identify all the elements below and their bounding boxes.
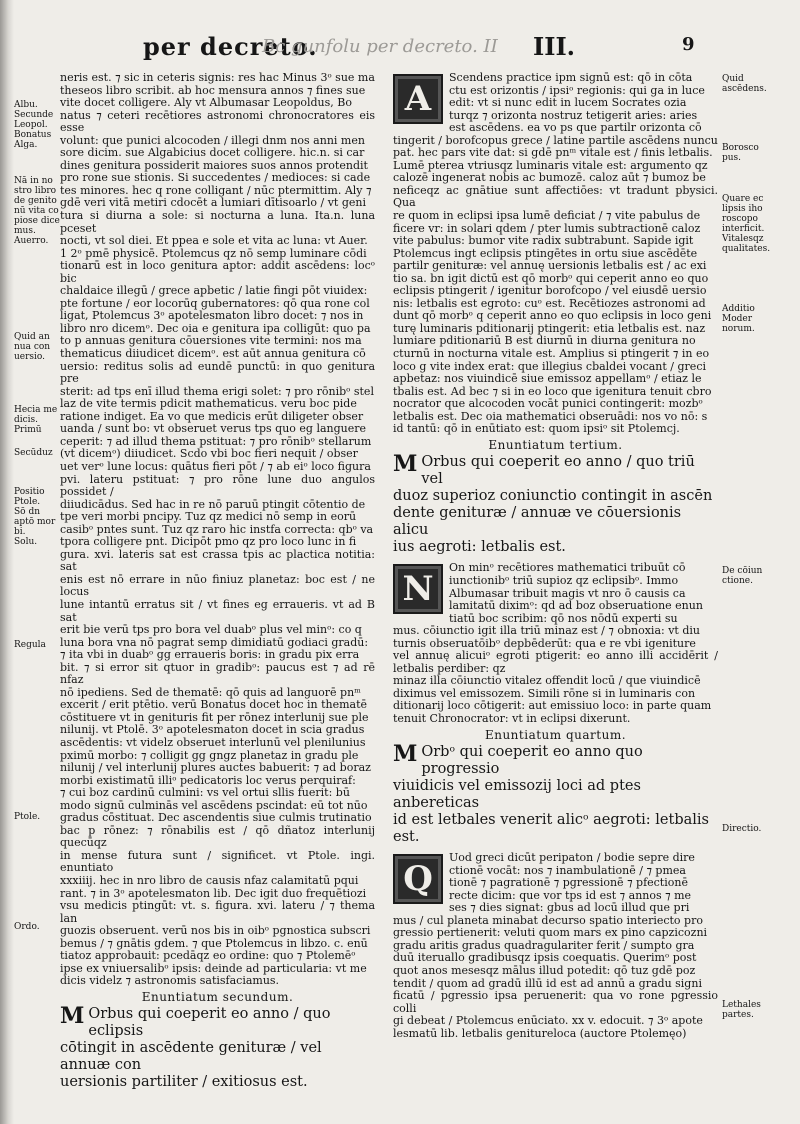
decorated-initial-q: Q	[393, 854, 443, 904]
margin-note: Ptole.	[14, 812, 41, 822]
signature-mark: 9	[682, 34, 695, 55]
decorated-initial-a: A	[393, 74, 443, 124]
heading-enuntiatum-quartum: Enuntiatum quartum.	[484, 727, 627, 742]
enuntiatum-quartum-text: M Orbᵒ qui coeperit eo anno quo progressio viuidicis vel emissozij loci ad ptes anbereticas id est letbales venerit alicᵒ aegroti: letbalis est.	[393, 741, 709, 846]
margin-note: Secūduz	[14, 448, 53, 458]
margin-note: Lethales partes.	[722, 1000, 761, 1020]
right-paragraph-1: Scendens practice ipm signū est: qō in cōta ctu est orizontis / ipsiᵒ regionis: qui ga in luce edit: vt si nunc edit in lucem Socrates ozia turqz ⁊ orizonta nostruz tetigerit aries: aries est ascēdens. ea vo ps que partilr orizonta cō tingerit / borofcopus grece / latine partile ascēdens nuncu pat. hec pars vite dat: si gdē pnᵐ vitale est / finis letbalis. Lumē pterea vtriusqz luminaris vitale est: argumento qz calozē ingenerat nobis ac bumozē. caloz aūt ⁊ bumoz be neficeqz ac gnātiue sunt affectiōes: vt tradunt pbysici. Qua re quom in eclipsi ipsa lumē deficiat / ⁊ vite pabulus de ficere vr: in solari qdem / pter lumis subtractionē caloz vite pabulus: bumor vite radix subtrabunt. Sapide igit Ptolemcus ingt eclipsis ptingētes in ortu siue ascēdēte partilr genituræ: vel annuę uersionis letbalis est / ac exi tio sa. bn igit dictū est qō morbᵒ qui ceperit anno eo quo eclipsis ptingerit / igenitur borofcopo / vel eiusdē uersio nis: letbalis est egroto: cuᵒ est. Recētiozes astronomi ad dunt qō morbᵒ q ceperit anno eo quo eclipsis in loco geni turę luminaris pditionarij ptingerit: etia letbalis est. naz lumiare pditionariū B est diurnū in diurna genitura no cturnū in nocturna vitale est. Amplius si ptingerit ⁊ in eo loco g vite index erat: que illegius cbaldei vocant / greci apbetaz: nos viuindicē siue emissoz appellamᵒ / etiaz le tbalis est. Ad bec ⁊ si in eo loco que igenitura tenuit cbro nocrator que alcocoden vocāt punici contingerit: mozbᵒ letbalis est. Dec oia mathematici obseruādi: nos vo nō: s id tantū: qō in enūtiato est: quom ipsiᵒ sit Ptolemcj.	[393, 71, 718, 436]
enuntiatum-initial: M	[60, 1003, 85, 1030]
right-paragraph-3: Uod greci dicūt peripaton / bodie sepre dire ctionē vocāt: nos ⁊ inambulationē / ⁊ pmea tionē ⁊ pagrationē ⁊ pgressionē ⁊ pfectionē recte dicim: que vor tps id est ⁊ annos ⁊ me ses ⁊ dies signat: gbus ad locū illud que pri mus / cul planeta minabat decurso spatio interiecto pro gressio pertienerit: veluti quom mars ex pino capzicozni gradu aritis gradus quadragulariter ferit / sumpto gra duū iteruallo gradibusqz ipsis coequatis. Querimᵒ post quot anos mesesqz mālus illud potedit: qō tuz gdē poz tendit / quom ad gradū illū id est ad annū a gradu signi ficatū / pgressio ipsa peruenerit: qua vo rone pgressio colli gi debeat / Ptolemcus enūciato. xx v. edocuit. ⁊ 3ᵒ apote lesmatū lib. letbalis genitureloca (auctore Ptolemęo)	[393, 851, 718, 1040]
enuntiatum-secundum-text: M Orbus qui coeperit eo anno / quo eclipsis cōtingit in ascēdente genituræ / vel annuæ con uersionis partiliter / exitiosus est.	[60, 1003, 331, 1091]
left-text-column	[60, 72, 375, 1097]
margin-note: Hecia me dicis. Primū	[14, 405, 58, 435]
margin-note: Quid an nua con uersio.	[14, 332, 51, 362]
left-paragraph-1: neris est. ⁊ sic in ceteris signis: res hac Minus 3ᵒ sue ma theseos libro scribit. ab hoc mensura annos ⁊ fines sue vite docet colligere. Aly vt Albumasar Leopoldus, Bo natus ⁊ ceteri recētiores astronomi chronocratores eis esse volunt: que punici alcocoden / illegi dnm nos anni men sore dicim. sue Algabicius docet colligere. hic.n. si car dines genitura possiderit maiores suos annos protendit pro rone sue stionis. Si succedentes / medioces: si cade tes minores. hec q rone colligant / nūc ptermittim. Aly ⁊ gdē veri vitā metiri cdocēt a lumiari dītisoarlo / vt geni tura si diurna a sole: si nocturna a luna. Ita.n. luna pceset nocti, vt sol diei. Et ppea e sole et vita ac luna: vt Auer. 1 2ᵒ pmē physicē. Ptolemcus qz nō semp luminare cōdi tionarū est in loco genitura aptor: addit ascēdens: locᵒ bic chaldaice illegū / grece apbetic / latie fingi pōt viuidex: pte fortune / eor locorūq gubernatores: qō qua rone col ligat, Ptolemcus 3ᵒ apotelesmaton libro docet: ⁊ nos in libro nro dicemᵒ. Dec oia e genitura ipa colligūt: quo pa to p annuas genitura cōuersiones vite termini: nos ma thematicus diiudicet dicemᵒ. est aūt annua genitura cō uersio: reditus solis ad eundē punctū: in quo genitura pre sterit: ad tps enī illud thema erigi solet: ⁊ pro rōnibᵒ stel laz de vite termis pdicit mathematicus. veru boc pide ratione indiget. Ea vo que medicis erūt diligeter obser uanda / sunt bo: vt obseruet verus tps quo eg languere ceperit: ⁊ ad illud thema pstituat: ⁊ pro rōnibᵒ stellarum (vt dicemᵒ) diiudicet. Scdo vbi boc fieri nequit / obser uet verᵒ lune locus: quātus fieri pōt / ⁊ ab eiᵒ loco figura pvi. lateru pstituat: ⁊ pro rōne lune duo angulos possidet / diiudicādus. Sed hac in re nō paruū ptingit cōtentio de tpe veri morbi pncipy. Tuz qz medici nō semp in eorū casibᵒ pntes sunt. Tuz qz raro hic instfa correcta: qbᵒ va tpora colligere pnt. Dicipōt pmo qz pro loco lunc in fi gura. xvi. lateris sat est crassa tpis ac plactica notitia: sat enis est nō errare in nūo finiuz planetaz: boc est / ne locus lune intantū erratus sit / vt fines eg erraueris. vt ad B sat erit bie verū tps pro bora vel duabᵒ plus vel minᵒ: co q luna bora vna nō pagrat semp dimidiatū godiaci gradū: ⁊ ita vbi in duabᵒ gg erraueris boris: in gradu pix erra bit. ⁊ si error sit qtuor in gradibᵒ: paucus est ⁊ ad rē nfaz nō ipediens. Sed de thematē: qō quis ad languorē pnᵐ excerit / erit ptētio. verū Bonatus docet hoc in thematē cōstituere vt in genituris fit per rōnez interlunij sue ple nilunij. vt Ptolē. 3ᵒ apotelesmaton docet in scia gradus ascēdentis: vt videlz obseruet interlunū vel plenilunius pximū morbo: ⁊ colligit gg gngz planetaz in gradu ple nilunij / vel interlunij plures auctes babuerit: ⁊ ad boraz morbi existimatū illiᵒ pedicatoris loc verus perquiraf: ⁊ cui boz cardinū culmini: vs vel ortui sllis fuerit: bū modo signū culminās vel ascēdens pscindat: eū tot nūo gradus cōstituat. Dec ascendentis siue culmis trutinatio bac p rōnez: ⁊ rōnabilis est / qō dñatoz interlunij quecūqz in mense futura sunt / significet. vt Ptole. ingi. enuntiato xxxiiij. hec in nro libro de causis nfaz calamitatū pqui rant. ⁊ in 3ᵒ apotelesmaton lib. Dec igit duo frequētiozi vsu medicis ptingūt: vt. s. figura. xvi. lateru / ⁊ thema lan guozis obseruent. verū nos bis in oibᵒ pgnostica subscri bemus / ⁊ gnātis gdem. ⁊ que Ptolemcus in libzo. c. enū tiatoz approbauit: pcedāqz eo ordine: quo ⁊ Ptolemēᵒ ipse ex vniuersalibᵒ ipsis: deinde ad particularia: vt me dicis videlz ⁊ astronomis satisfaciamus.	[60, 71, 375, 988]
margin-note: De cōiun ctione.	[722, 566, 763, 586]
decorated-initial-n: N	[393, 564, 443, 614]
enuntiatum-tertium-text: M Orbus qui coeperit eo anno / quo triū vel duoz superioz coniunctio contingit in ascēn dente genituræ / annuæ ve cōuersionis alicu ius aegroti: letbalis est.	[393, 451, 713, 556]
margin-note: Positio Ptole. Sō dn aptō mor bi. Solu.	[14, 487, 56, 547]
enuntiatum-initial: M	[393, 451, 418, 478]
margin-note: Albu. Secunde Leopol. Bonatus Alga.	[14, 100, 54, 150]
binding-gutter-shadow	[0, 0, 14, 1124]
margin-note: Regula	[14, 640, 46, 650]
running-header	[0, 30, 800, 64]
margin-note: Borosco pus.	[722, 143, 759, 163]
enuntiatum-initial: M	[393, 741, 418, 768]
margin-note: Ordo.	[14, 922, 40, 932]
margin-note: Nā in no stro libro de genito nū vita co piose dice mus. Auerro.	[14, 176, 60, 246]
heading-enuntiatum-tertium: Enuntiatum tertium.	[488, 437, 623, 452]
right-text-column	[393, 72, 718, 1040]
bleed-through-text: Bc gunfolu per decreto. II	[262, 36, 498, 57]
margin-note: Additio Moder norum.	[722, 304, 755, 334]
margin-note: Directio.	[722, 824, 762, 834]
heading-enuntiatum-secundum: Enuntiatum secundum.	[141, 989, 294, 1004]
running-title: per decreto.	[143, 32, 318, 61]
margin-note: Quid ascēdens.	[722, 74, 767, 94]
folio-number: III.	[533, 32, 576, 61]
margin-note: Quare ec lipsis iho roscopo interficit. Vitalesqz qualitates.	[722, 194, 771, 254]
right-paragraph-2: On minᵒ recētiores mathematici tribuūt cō iunctionibᵒ triū supioz qz eclipsibᵒ. Immo Albumasar tribuit magis vt nro ō causis ca lamitatū diximᵒ: qd ad boz obseruatione enun tiatū boc scribim: qō nos nōdū experti su mus. cōiunctio igit illa triū minaz est / ⁊ obnoxia: vt diu turnis obseruatōibᵒ depbēderūt: qua e re vbi igeniture vel annuę alicuiᵒ egroti ptigerit: eo anno illi accidērit / letbalis perdiber: qz minaz illa cōiunctio vitalez offendit locū / que viuindicē diximus vel emissozem. Simili rōne si in luminaris con ditionarij loco cōtigerit: aut emissiuo loco: in parte quam tenuit Chronocrator: vt in eclipsi dixerunt.	[393, 561, 718, 725]
